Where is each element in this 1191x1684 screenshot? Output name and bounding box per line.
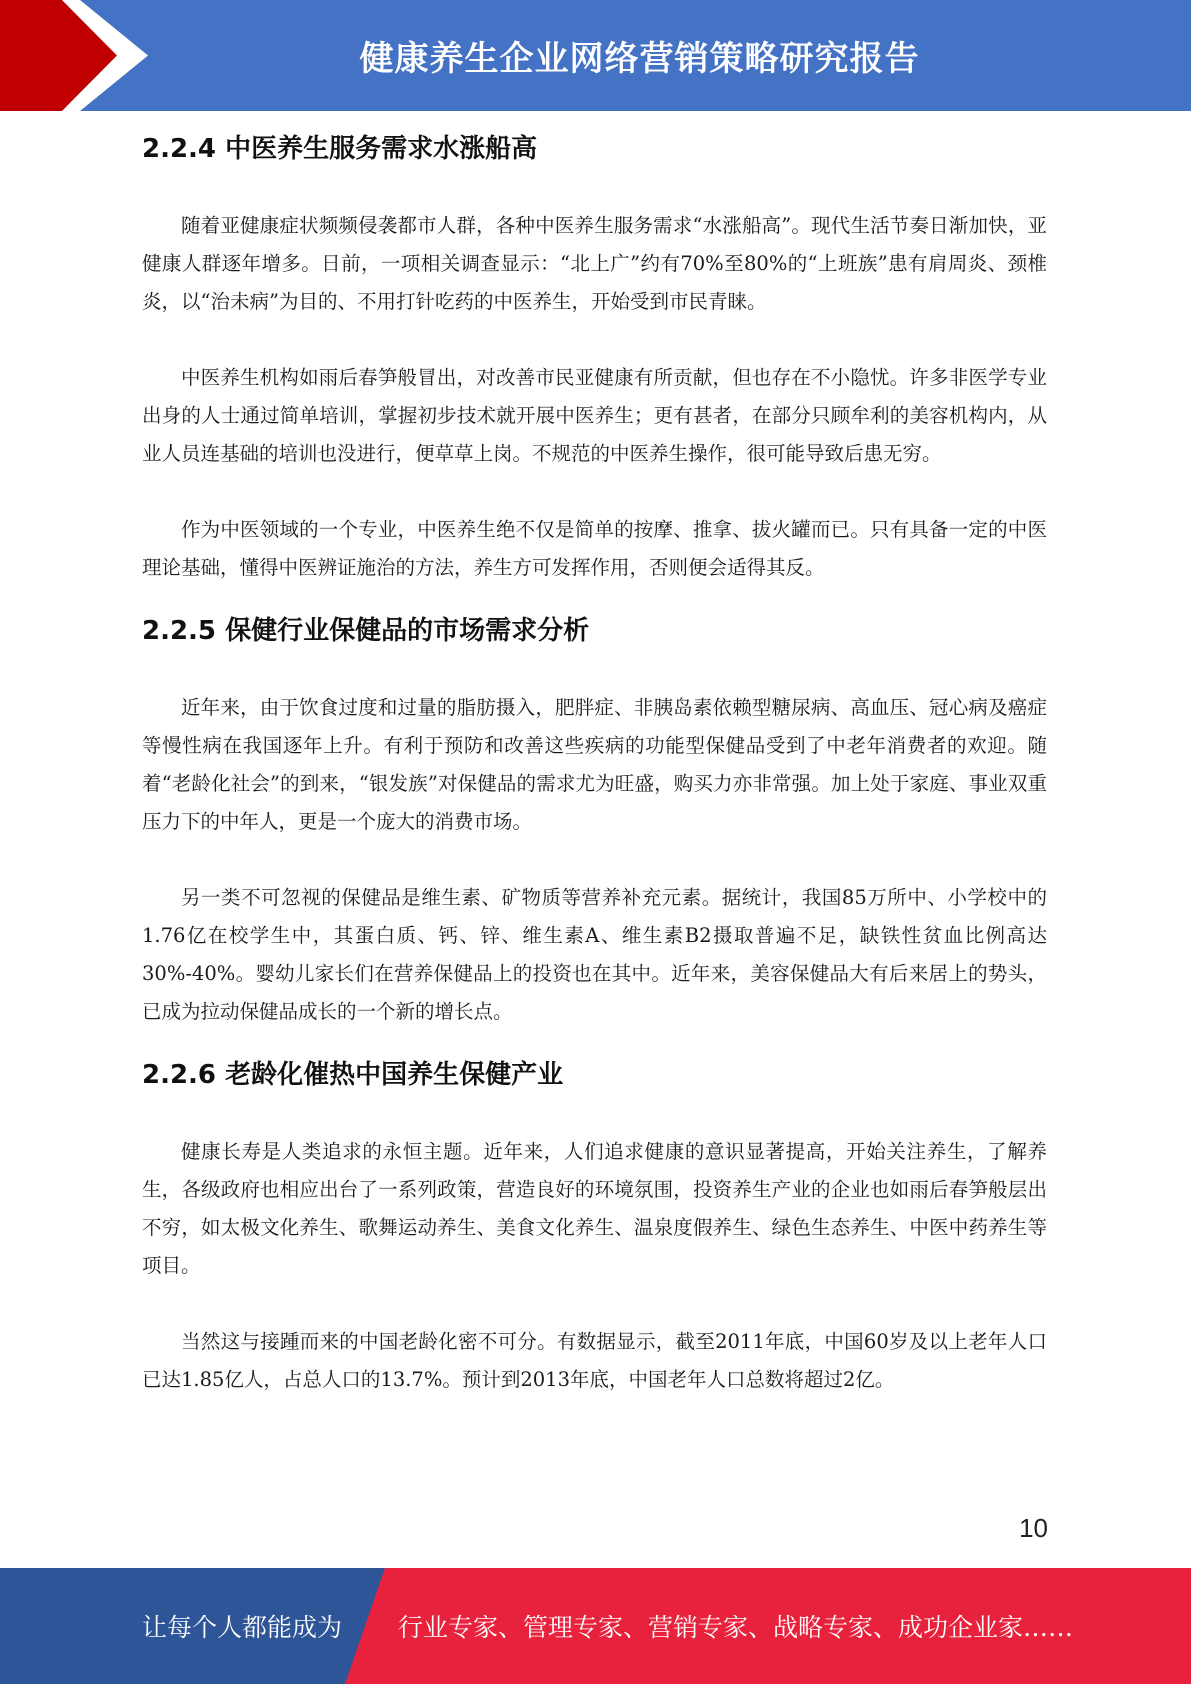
header-chevron-icon <box>0 0 160 111</box>
paragraph: 另一类不可忽视的保健品是维生素、矿物质等营养补充元素。据统计，我国85万所中、小学校中的1.76亿在校学生中，其蛋白质、钙、锌、维生素A、维生素B2摄取普遍不足，缺铁性贫血比例高达30%-40%。婴幼儿家长们在营养保健品上的投资也在其中。近年来，美容保健品大有后来居上的势头，已成为拉动保健品成长的一个新的增长点。 <box>142 886 1047 1023</box>
paragraph: 近年来，由于饮食过度和过量的脂肪摄入，肥胖症、非胰岛素依赖型糖尿病、高血压、冠心病及癌症等慢性病在我国逐年上升。有利于预防和改善这些疾病的功能型保健品受到了中老年消费者的欢迎。随着“老龄化社会”的到来，“银发族”对保健品的需求尤为旺盛，购买力亦非常强。加上处于家庭、事业双重压力下的中年人，更是一个庞大的消费市场。 <box>142 696 1047 833</box>
section-heading: 2.2.6 老龄化催热中国养生保健产业 <box>142 1060 564 1090</box>
footer-slogan-right: 行业专家、管理专家、营销专家、战略专家、成功企业家…… <box>398 1613 1074 1642</box>
paragraph: 健康长寿是人类追求的永恒主题。近年来，人们追求健康的意识显著提高，开始关注养生，了解养生，各级政府也相应出台了一系列政策，营造良好的环境氛围，投资养生产业的企业也如雨后春笋般层出不穷，如太极文化养生、歌舞运动养生、美食文化养生、温泉度假养生、绿色生态养生、中医中药养生等项目。 <box>142 1140 1047 1277</box>
main-content <box>142 125 1047 1399</box>
paragraph: 中医养生机构如雨后春笋般冒出，对改善市民亚健康有所贡献，但也存在不小隐忧。许多非医学专业出身的人士通过简单培训，掌握初步技术就开展中医养生；更有甚者，在部分只顾牟利的美容机构内，从业人员连基础的培训也没进行，便草草上岗。不规范的中医养生操作，很可能导致后患无穷。 <box>142 366 1047 465</box>
page-number: 10 <box>1019 1513 1048 1543</box>
section-heading: 2.2.4 中医养生服务需求水涨船高 <box>142 134 538 164</box>
paragraph: 当然这与接踵而来的中国老龄化密不可分。有数据显示，截至2011年底，中国60岁及以上老年人口已达1.85亿人，占总人口的13.7%。预计到2013年底，中国老年人口总数将超过2亿。 <box>142 1330 1047 1391</box>
paragraph: 随着亚健康症状频频侵袭都市人群，各种中医养生服务需求“水涨船高”。现代生活节奏日渐加快，亚健康人群逐年增多。日前，一项相关调查显示：“北上广”约有70%至80%的“上班族”患有肩周炎、颈椎炎，以“治未病”为目的、不用打针吃药的中医养生，开始受到市民青睐。 <box>142 214 1047 313</box>
page-header <box>0 0 1191 111</box>
paragraph: 作为中医领域的一个专业，中医养生绝不仅是简单的按摩、推拿、拔火罐而已。只有具备一定的中医理论基础，懂得中医辨证施治的方法，养生方可发挥作用，否则便会适得其反。 <box>142 518 1047 579</box>
report-title: 健康养生企业网络营销策略研究报告 <box>359 39 920 79</box>
footer-slogan-left: 让每个人都能成为 <box>142 1613 343 1642</box>
page-footer <box>0 1568 1191 1684</box>
section-heading: 2.2.5 保健行业保健品的市场需求分析 <box>142 616 590 646</box>
